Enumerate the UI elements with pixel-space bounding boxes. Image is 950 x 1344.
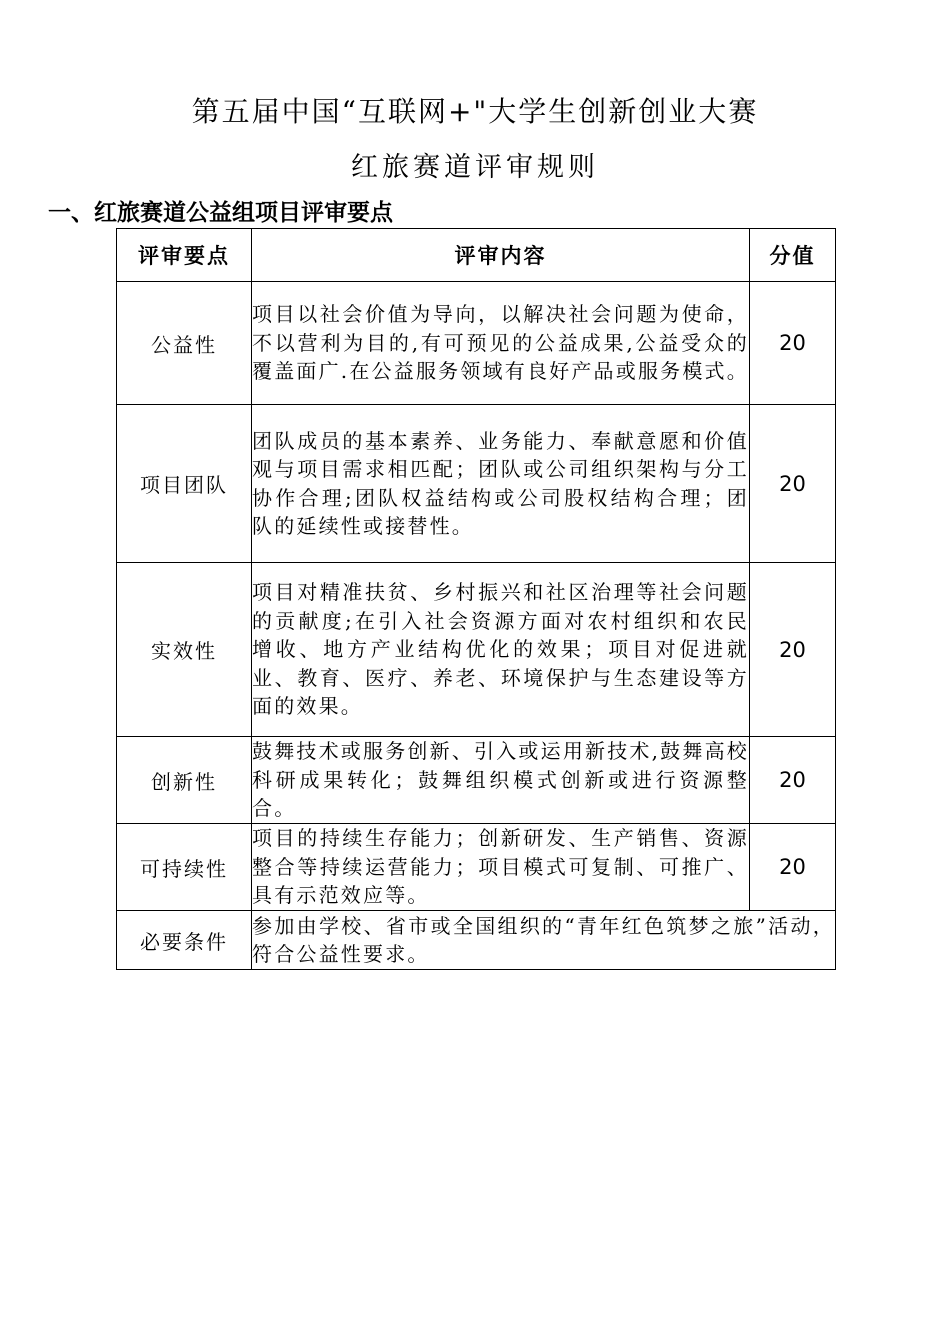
row-score: 20 [750, 824, 836, 911]
table-row [117, 405, 836, 563]
row-point: 项目团队 [117, 405, 252, 563]
header-score: 分值 [750, 229, 836, 282]
table-row [117, 737, 836, 824]
table-header-row [117, 229, 836, 282]
table-row [117, 911, 836, 970]
header-content: 评审内容 [252, 229, 750, 282]
header-point: 评审要点 [117, 229, 252, 282]
row-point: 可持续性 [117, 824, 252, 911]
row-point: 必要条件 [117, 911, 252, 970]
table-row [117, 282, 836, 405]
row-content: 团队成员的基本素养、业务能力、奉献意愿和价值观与项目需求相匹配；团队或公司组织架构与分工协作合理;团队权益结构或公司股权结构合理；团队的延续性或接替性。 [252, 405, 750, 563]
row-score: 20 [750, 405, 836, 563]
row-score: 20 [750, 563, 836, 737]
row-point: 实效性 [117, 563, 252, 737]
row-content: 项目以社会价值为导向，以解决社会问题为使命，不以营利为目的,有可预见的公益成果,公益受众的覆盖面广.在公益服务领域有良好产品或服务模式。 [252, 282, 750, 405]
row-score: 20 [750, 282, 836, 405]
row-content: 项目对精准扶贫、乡村振兴和社区治理等社会问题的贡献度;在引入社会资源方面对农村组织和农民增收、地方产业结构优化的效果；项目对促进就业、教育、医疗、养老、环境保护与生态建设等方面的效果。 [252, 563, 750, 737]
table-row [117, 563, 836, 737]
section-heading: 一、红旅赛道公益组项目评审要点 [48, 200, 393, 226]
row-point: 创新性 [117, 737, 252, 824]
row-content: 参加由学校、省市或全国组织的“青年红色筑梦之旅”活动，符合公益性要求。 [252, 911, 836, 970]
criteria-table [116, 228, 836, 970]
row-score: 20 [750, 737, 836, 824]
document-title: 第五届中国“互联网+"大学生创新创业大赛 [191, 95, 759, 128]
document-subtitle: 红旅赛道评审规则 [351, 152, 599, 183]
row-point: 公益性 [117, 282, 252, 405]
table-row [117, 824, 836, 911]
row-content: 项目的持续生存能力；创新研发、生产销售、资源整合等持续运营能力；项目模式可复制、可推广、具有示范效应等。 [252, 824, 750, 911]
row-content: 鼓舞技术或服务创新、引入或运用新技术,鼓舞高校科研成果转化；鼓舞组织模式创新或进行资源整合。 [252, 737, 750, 824]
